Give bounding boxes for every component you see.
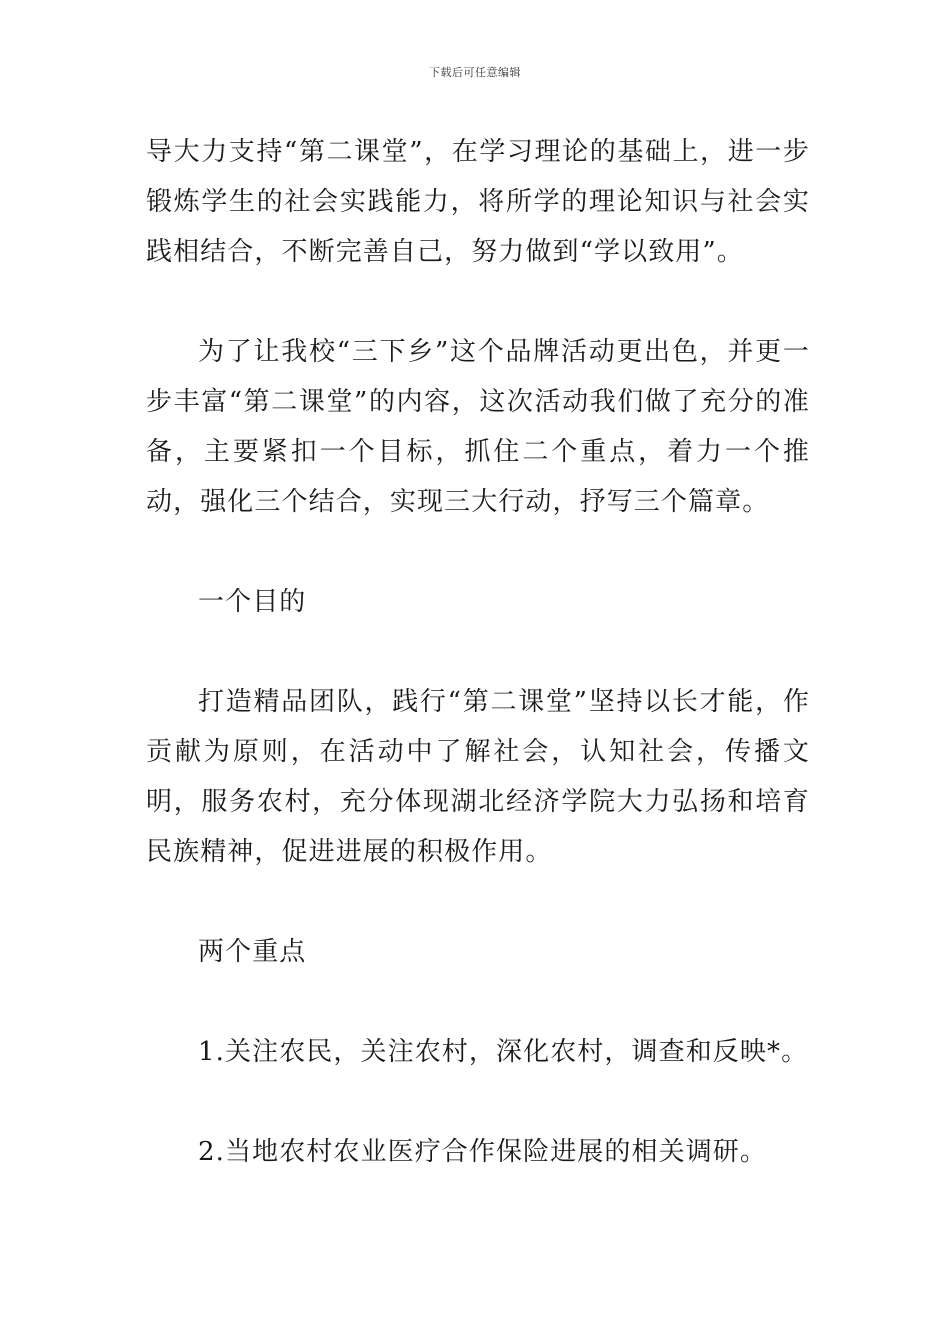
paragraph-gap <box>146 277 810 327</box>
paragraph-gap <box>146 977 810 1027</box>
paragraph-goal: 打造精品团队，践行“第二课堂”坚持以长才能，作贡献为原则，在活动中了解社会，认知社会，传播文明，服务农村，充分体现湖北经济学院大力弘扬和培育民族精神，促进进展的积极作用。 <box>146 687 810 867</box>
section-heading-goal: 一个目的 <box>198 587 307 617</box>
list-item-2: 2.当地农村农业医疗合作保险进展的相关调研。 <box>198 1137 768 1167</box>
header-note: 下载后可任意编辑 <box>429 66 521 79</box>
paragraph-gap <box>146 877 810 927</box>
document-body <box>146 127 810 1177</box>
paragraph-gap <box>146 527 810 577</box>
list-item-1: 1.关注农民，关注农村，深化农村，调查和反映*。 <box>198 1037 809 1067</box>
paragraph-gap <box>146 1077 810 1127</box>
paragraph-gap <box>146 627 810 677</box>
paragraph-continuation: 导大力支持“第二课堂”，在学习理论的基础上，进一步锻炼学生的社会实践能力，将所学的理论知识与社会实践相结合，不断完善自己，努力做到“学以致用”。 <box>146 137 810 267</box>
paragraph-intro: 为了让我校“三下乡”这个品牌活动更出色，并更一步丰富“第二课堂”的内容，这次活动我们做了充分的准备，主要紧扣一个目标，抓住二个重点，着力一个推动，强化三个结合，实现三大行动，抒写三个篇章。 <box>146 337 810 517</box>
section-heading-focus: 两个重点 <box>198 937 307 967</box>
